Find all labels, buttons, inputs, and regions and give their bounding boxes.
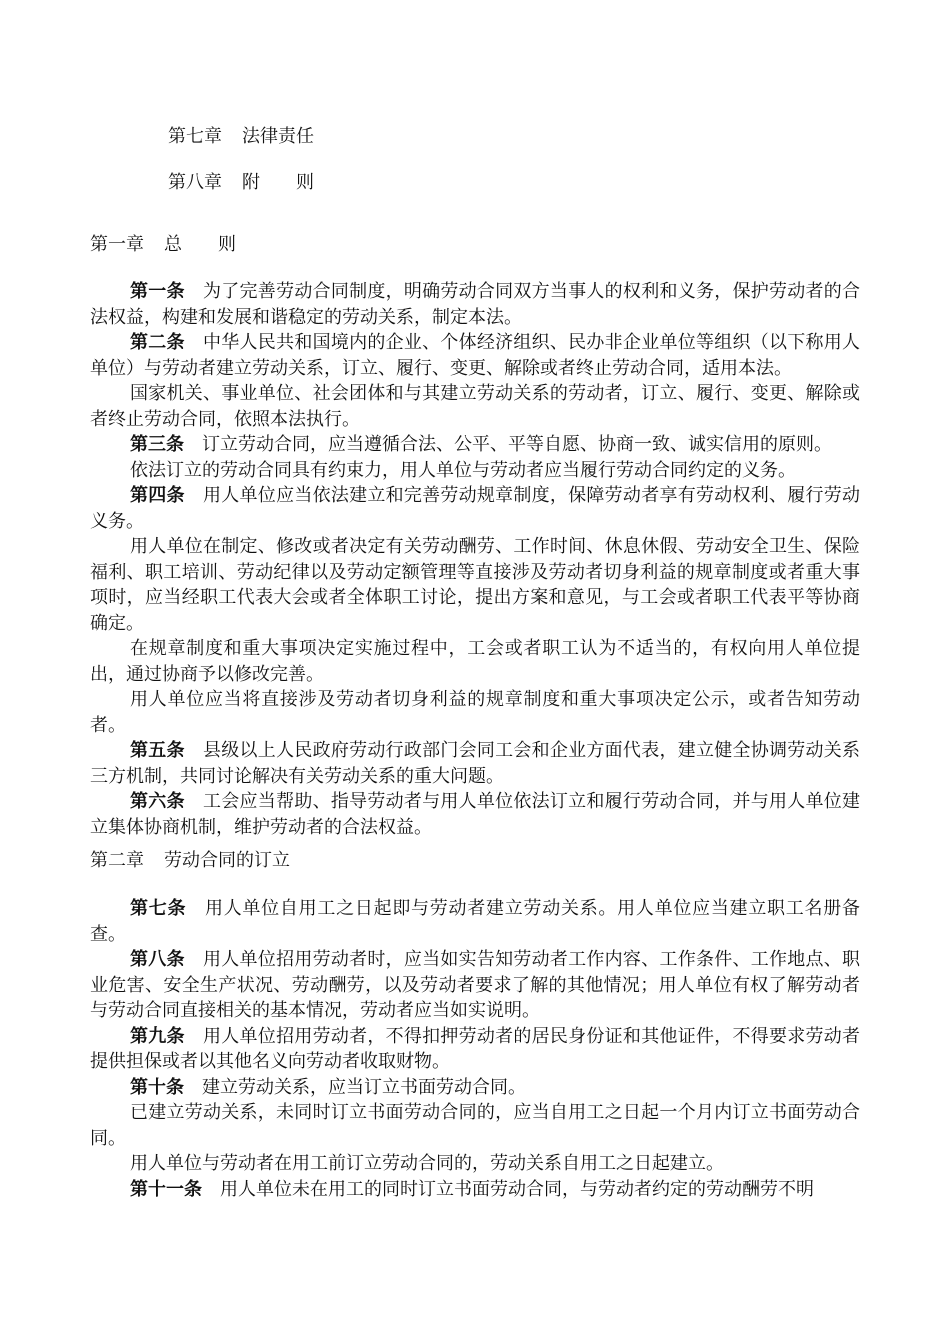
article-text: 订立劳动合同，应当遵循合法、公平、平等自愿、协商一致、诚实信用的原则。 — [202, 434, 832, 455]
article-number: 第九条 — [130, 1025, 185, 1047]
article-number: 第十一条 — [130, 1178, 202, 1200]
chapter-number: 第一章 — [90, 234, 144, 255]
article-paragraph — [90, 738, 860, 789]
article-text: 用人单位应当依法建立和完善劳动规章制度，保障劳动者享有劳动权利、履行劳动义务。 — [90, 485, 861, 532]
paragraph — [90, 636, 860, 687]
article-text: 县级以上人民政府劳动行政部门会同工会和企业方面代表，建立健全协调劳动关系三方机制，共同讨论解决有关劳动关系的重大问题。 — [90, 740, 861, 787]
paragraph — [90, 381, 860, 432]
toc-chapter-title-a: 附 — [242, 172, 260, 193]
article-paragraph — [90, 483, 860, 534]
paragraph-text: 用人单位与劳动者在用工前订立劳动合同的，劳动关系自用工之日起建立。 — [130, 1153, 724, 1174]
article-text: 用人单位未在用工的同时订立书面劳动合同，与劳动者约定的劳动酬劳不明 — [220, 1178, 814, 1200]
toc-chapter-title-b: 则 — [296, 172, 314, 193]
article-number: 第八条 — [130, 949, 185, 970]
article-paragraph — [90, 947, 860, 1024]
article-paragraph — [90, 1177, 860, 1203]
article-paragraph — [90, 330, 860, 381]
article-text: 中华人民共和国境内的企业、个体经济组织、民办非企业单位等组织（以下称用人单位）与劳动者建立劳动关系，订立、履行、变更、解除或者终止劳动合同，适用本法。 — [90, 332, 861, 379]
article-paragraph — [90, 896, 860, 947]
article-paragraph — [90, 1075, 860, 1101]
article-text: 用人单位自用工之日起即与劳动者建立劳动关系。用人单位应当建立职工名册备查。 — [90, 898, 861, 945]
chapter-number: 第二章 — [90, 850, 144, 871]
paragraph — [90, 458, 860, 484]
article-paragraph — [90, 432, 860, 458]
toc-chapter-number: 第七章 — [168, 126, 222, 147]
paragraph-text: 已建立劳动关系，未同时订立书面劳动合同的，应当自用工之日起一个月内订立书面劳动合同。 — [90, 1102, 860, 1149]
article-text: 建立劳动关系，应当订立书面劳动合同。 — [202, 1076, 526, 1098]
paragraph-text: 依法订立的劳动合同具有约束力，用人单位与劳动者应当履行劳动合同约定的义务。 — [130, 459, 796, 481]
paragraph — [90, 534, 860, 636]
chapter-heading-1 — [90, 232, 236, 258]
article-text: 工会应当帮助、指导劳动者与用人单位依法订立和履行劳动合同，并与用人单位建立集体协商机制，维护劳动者的合法权益。 — [90, 791, 861, 838]
article-number: 第十条 — [130, 1076, 184, 1098]
article-number: 第一条 — [130, 281, 185, 302]
article-text: 用人单位招用劳动者，不得扣押劳动者的居民身份证和其他证件，不得要求劳动者提供担保或者以其他名义向劳动者收取财物。 — [90, 1025, 861, 1072]
paragraph-text: 在规章制度和重大事项决定实施过程中，工会或者职工认为不适当的，有权向用人单位提出，通过协商予以修改完善。 — [90, 638, 860, 685]
chapter-heading-2 — [90, 848, 290, 874]
chapter-title-a: 总 — [164, 234, 182, 255]
paragraph-text: 用人单位应当将直接涉及劳动者切身利益的规章制度和重大事项决定公示，或者告知劳动者。 — [90, 689, 860, 736]
toc-item-chapter8 — [168, 170, 314, 196]
article-number: 第七条 — [130, 898, 187, 919]
chapter-title-b: 则 — [218, 234, 236, 255]
article-paragraph — [90, 789, 860, 840]
article-number: 第三条 — [130, 434, 184, 455]
article-text: 用人单位招用劳动者时，应当如实告知劳动者工作内容、工作条件、工作地点、职业危害、安全生产状况、劳动酬劳，以及劳动者要求了解的其他情况；用人单位有权了解劳动者与劳动合同直接相关的基本情况，劳动者应当如实说明。 — [90, 949, 861, 1021]
toc-chapter-number: 第八章 — [168, 172, 222, 193]
article-number: 第六条 — [130, 791, 185, 812]
article-paragraph — [90, 279, 860, 330]
toc-item-chapter7 — [168, 124, 314, 150]
paragraph — [90, 1151, 860, 1177]
chapter1-body — [90, 279, 860, 840]
paragraph — [90, 687, 860, 738]
chapter2-body — [90, 896, 860, 1202]
article-number: 第四条 — [130, 485, 185, 506]
article-number: 第五条 — [130, 740, 185, 761]
article-paragraph — [90, 1024, 860, 1075]
paragraph — [90, 1100, 860, 1151]
article-number: 第二条 — [130, 332, 185, 353]
chapter-title: 劳动合同的订立 — [164, 850, 290, 871]
paragraph-text: 用人单位在制定、修改或者决定有关劳动酬劳、工作时间、休息休假、劳动安全卫生、保险福利、职工培训、劳动纪律以及劳动定额管理等直接涉及劳动者切身利益的规章制度或者重大事项时，应当经职工代表大会或者全体职工讨论，提出方案和意见，与工会或者职工代表平等协商确定。 — [90, 536, 860, 634]
article-text: 为了完善劳动合同制度，明确劳动合同双方当事人的权利和义务，保护劳动者的合法权益，构建和发展和谐稳定的劳动关系，制定本法。 — [90, 281, 861, 328]
paragraph-text: 国家机关、事业单位、社会团体和与其建立劳动关系的劳动者，订立、履行、变更、解除或者终止劳动合同，依照本法执行。 — [90, 383, 860, 430]
toc-chapter-title: 法律责任 — [242, 126, 314, 147]
